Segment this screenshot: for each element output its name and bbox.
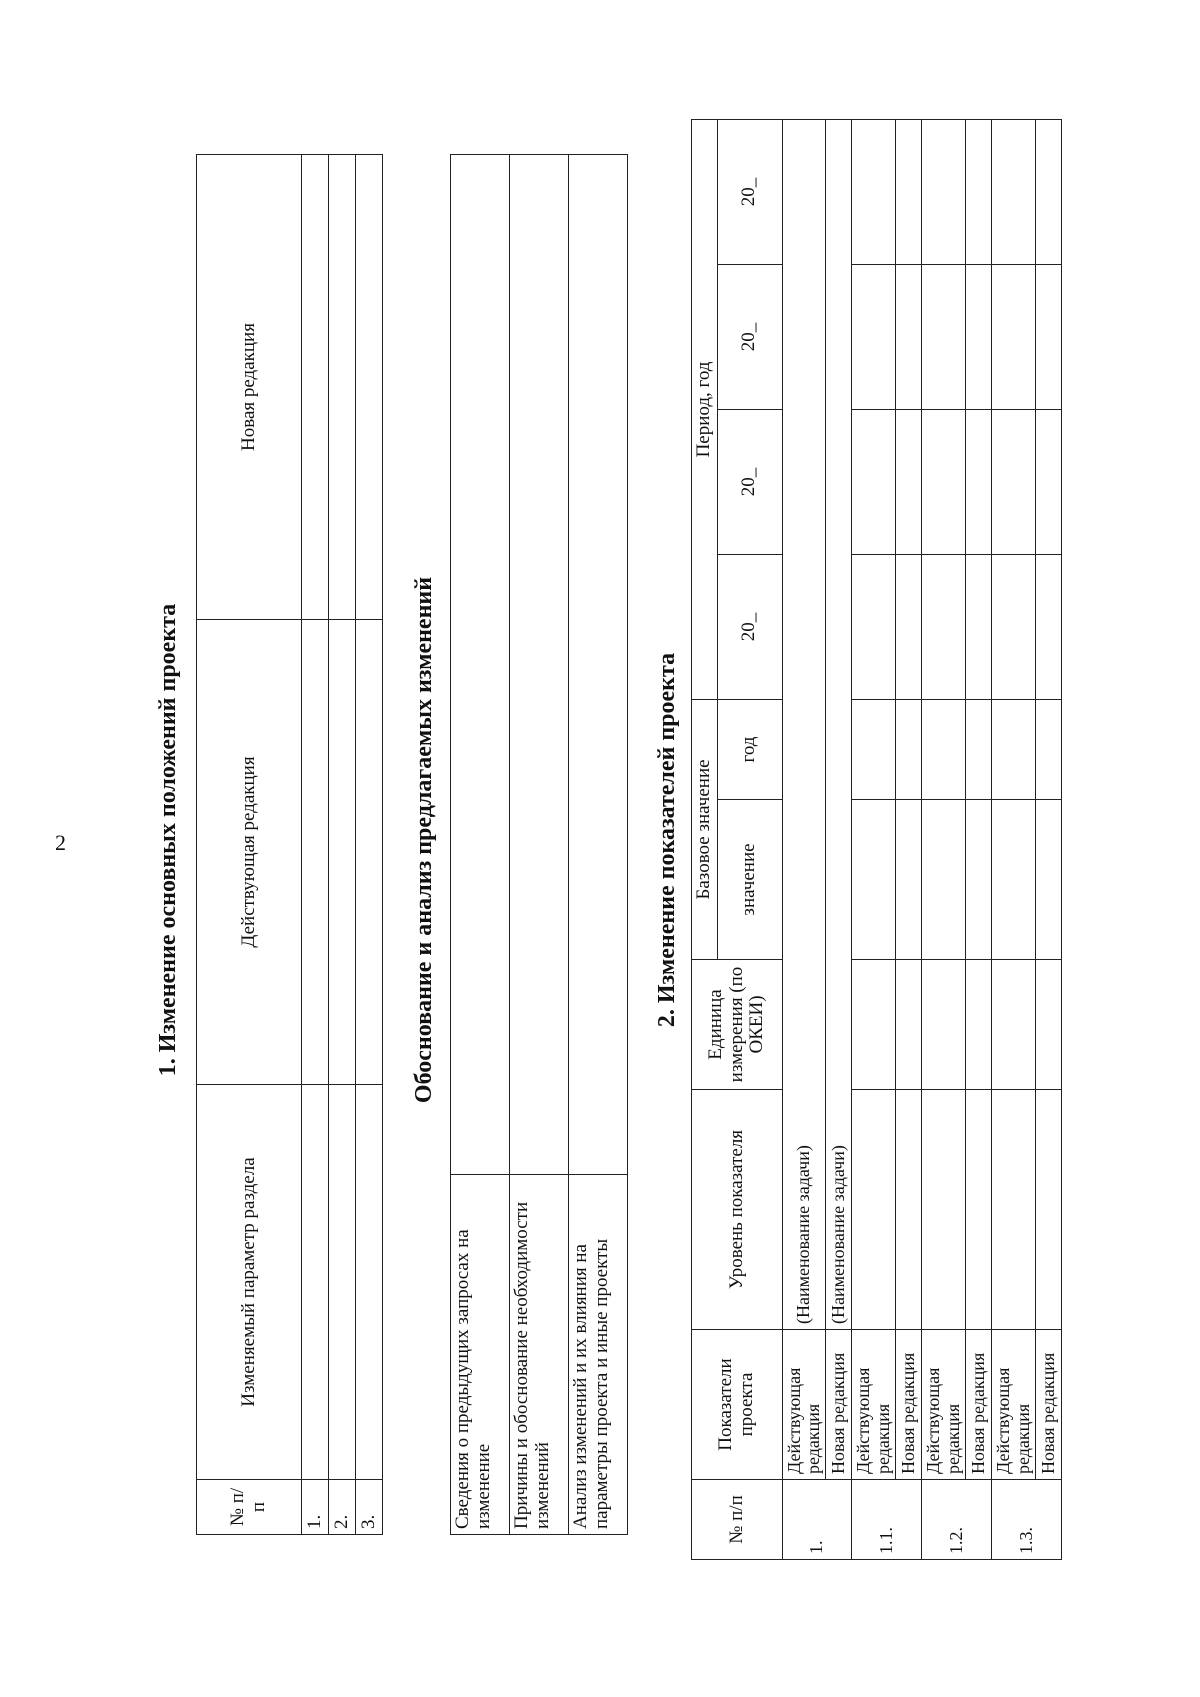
col-level-header: Уровень показателя [692,1090,783,1330]
section1-title: 1. Изменение основных положений проекта [155,603,181,1077]
row-number: 2. [329,1480,356,1535]
col-year-header: 20_ [717,264,782,409]
group-number: 1.2. [922,1480,992,1560]
current-label: Действующая редакция [922,1330,966,1480]
new-label: Новая редакция [966,1330,992,1480]
section2-title: 2. Изменение показателей проекта [654,652,680,1028]
col-year-header: 20_ [717,554,782,699]
col-period-header: Период, год [692,119,718,699]
justification-label: Причины и обоснование необходимости изменений [510,1175,569,1535]
table-row [510,155,569,1535]
col-num-header: № п/п [197,1480,302,1535]
col-base-year-header: год [717,699,782,799]
col-base-header: Базовое значение [692,699,718,959]
justification-label: Сведения о предыдущих запросах на изменение [451,1175,510,1535]
current-label: Действующая редакция [782,1330,826,1480]
main-provisions-table [196,154,383,1535]
table-row [1036,119,1062,1559]
task-placeholder: (Наименование задачи) [826,119,852,1329]
table-row [569,155,628,1535]
col-new-header: Новая редакция [197,155,302,620]
new-label: Новая редакция [896,1330,922,1480]
table-row [826,119,852,1559]
table-row [992,119,1036,1559]
table-row [922,119,966,1559]
table-row [451,155,510,1535]
col-indicators-header: Показатели проекта [692,1330,783,1480]
rotated-content [145,60,1135,1620]
page-number: 2 [55,830,66,855]
group-number: 1.3. [992,1480,1062,1560]
table-row [329,155,356,1535]
col-num-header: № п/п [692,1480,783,1560]
new-label: Новая редакция [1036,1330,1062,1480]
group-number: 1. [782,1480,852,1560]
table-row [302,155,329,1535]
col-current-header: Действующая редакция [197,620,302,1085]
row-number: 3. [356,1480,383,1535]
justification-title: Обоснование и анализ предлагаемых изменений [411,576,437,1104]
justification-label: Анализ изменений и их влияния на параметры проекта и иные проекты [569,1175,628,1535]
new-label: Новая редакция [826,1330,852,1480]
row-number: 1. [302,1480,329,1535]
indicators-table [691,119,1062,1560]
current-label: Действующая редакция [852,1330,896,1480]
table-row [356,155,383,1535]
justification-table [450,154,628,1535]
table-row [966,119,992,1559]
table-row [852,119,896,1559]
task-placeholder: (Наименование задачи) [782,119,826,1329]
table-row [782,119,826,1559]
group-number: 1.1. [852,1480,922,1560]
col-base-value-header: значение [717,800,782,960]
current-label: Действующая редакция [992,1330,1036,1480]
table-row [896,119,922,1559]
col-parameter-header: Изменяемый параметр раздела [197,1085,302,1480]
col-unit-header: Единица измерения (по ОКЕИ) [692,960,783,1090]
col-year-header: 20_ [717,409,782,554]
col-year-header: 20_ [717,119,782,264]
